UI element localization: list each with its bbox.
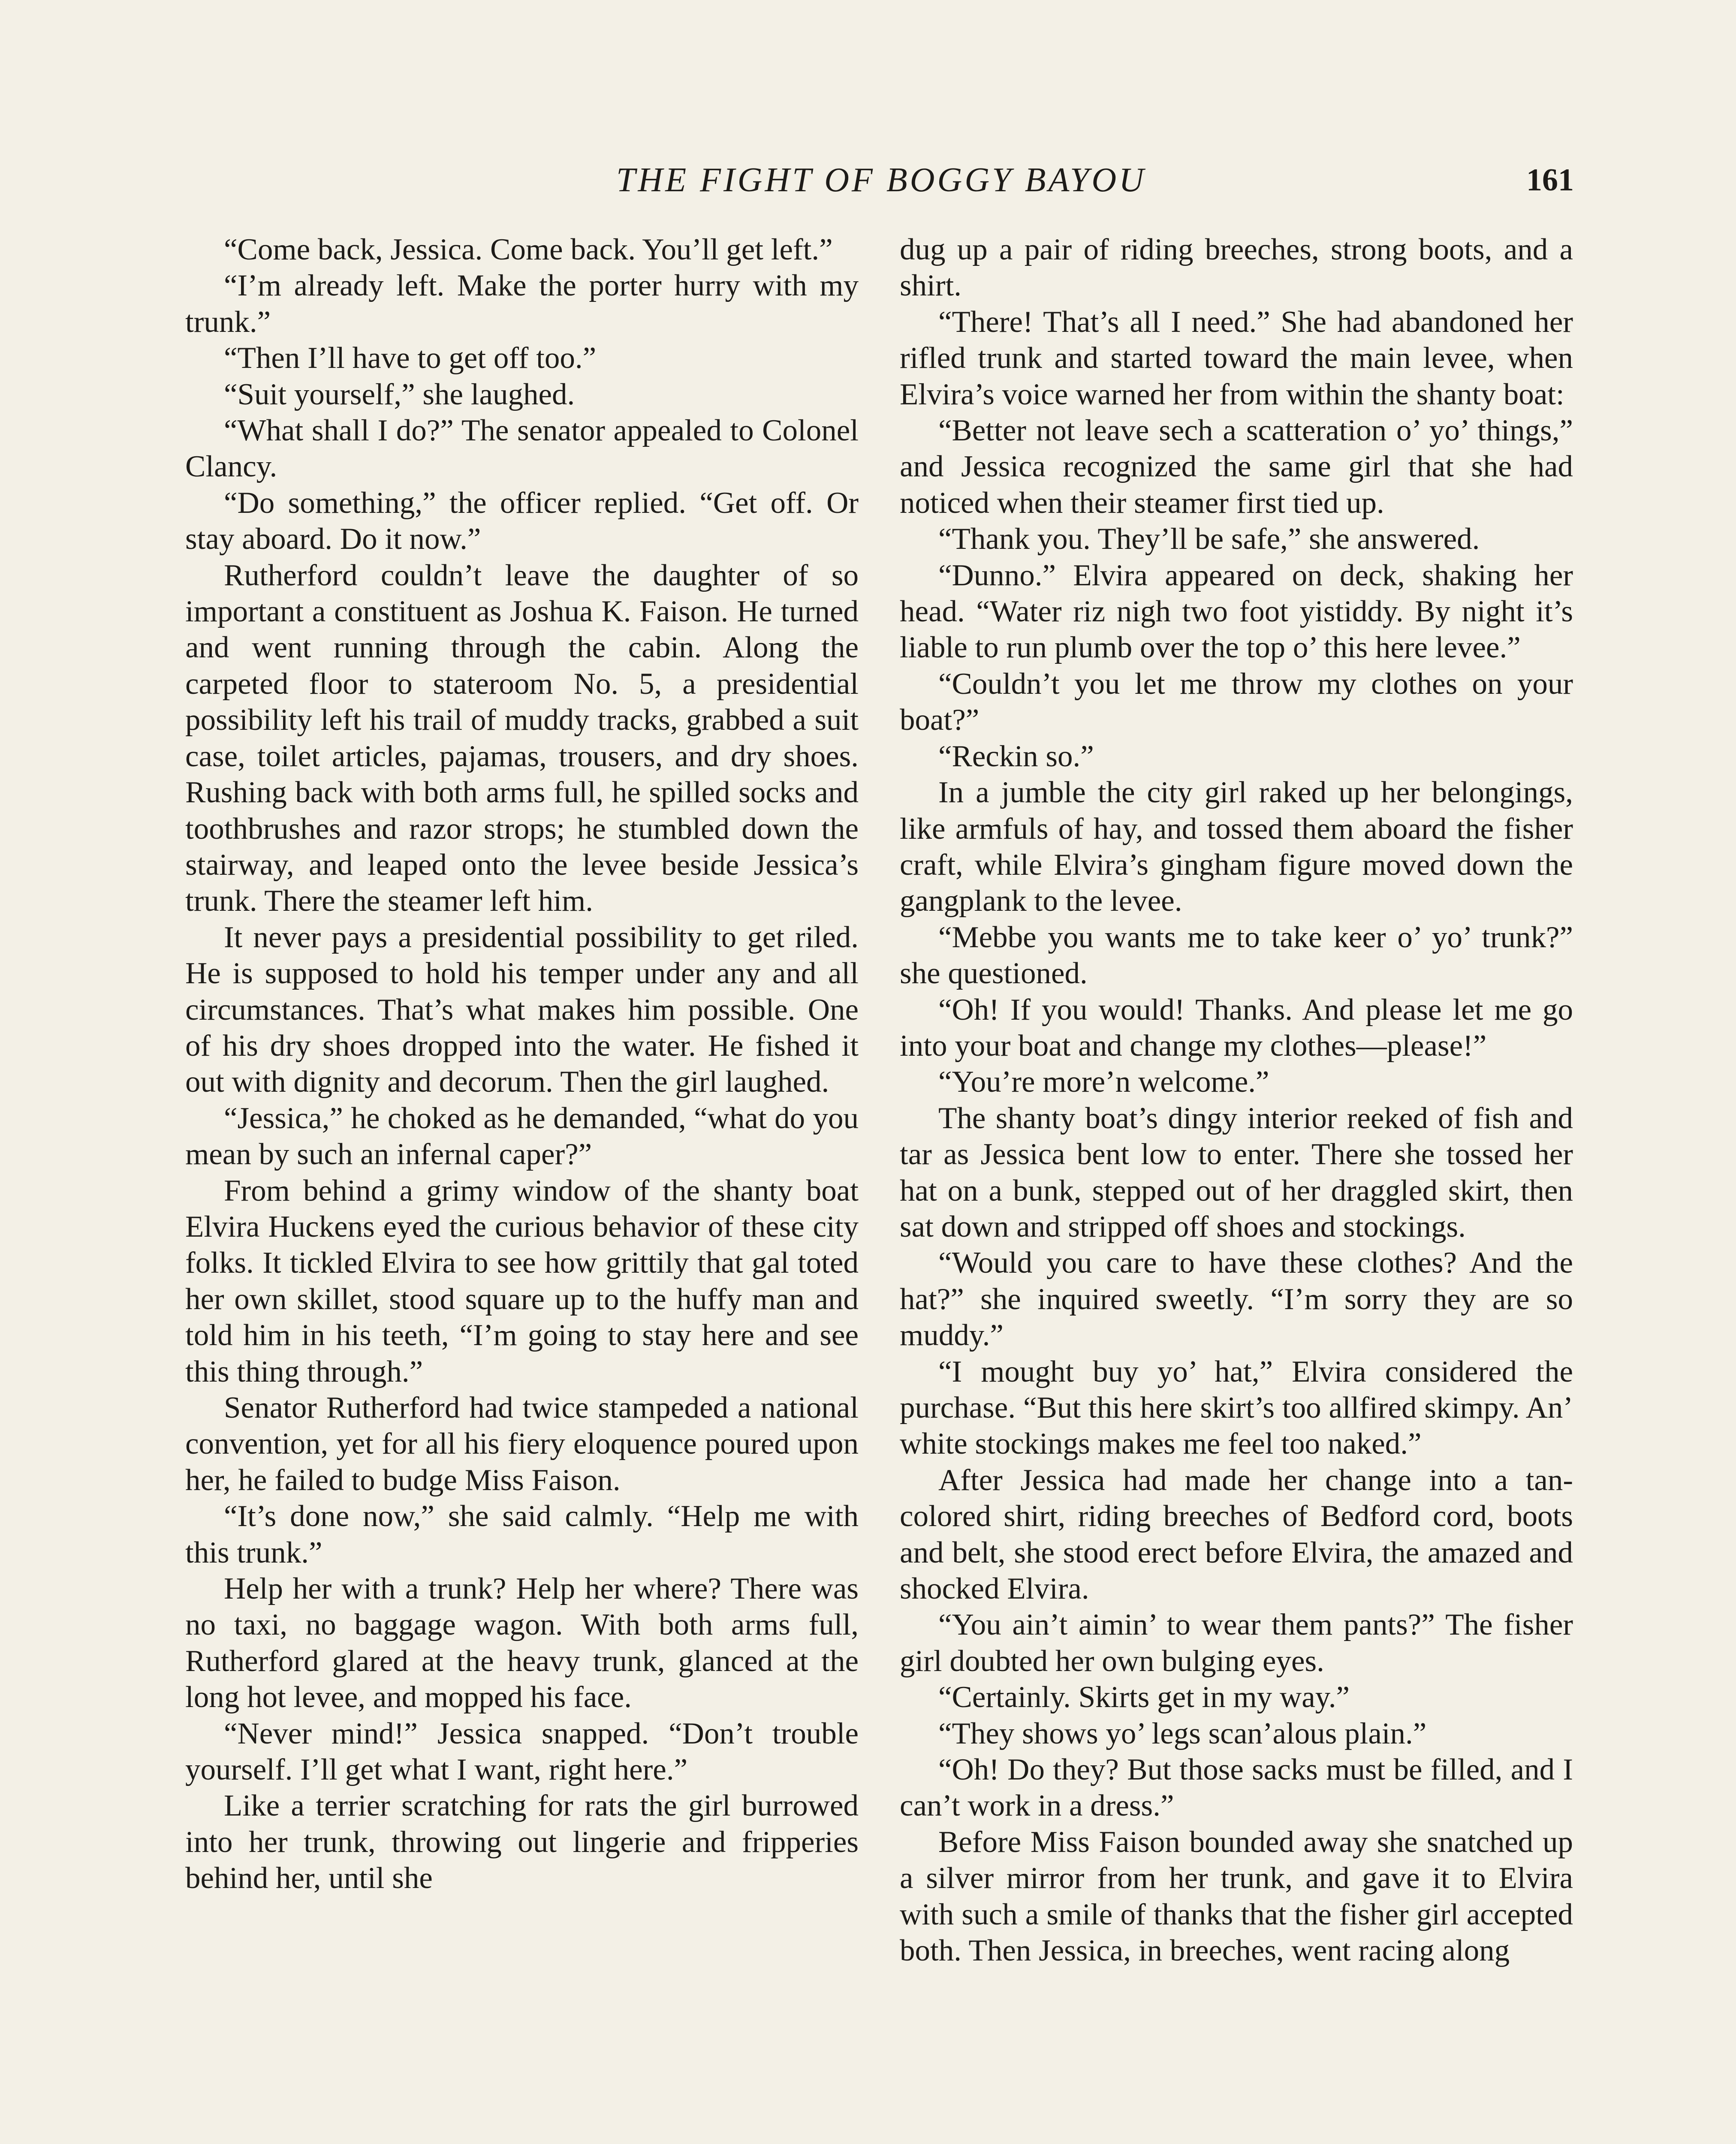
paragraph: “You’re more’n welcome.” (938, 1065, 1269, 1099)
paragraph: The shanty boat’s dingy interior reeked of fish and tar as Jessica bent low to enter. There she tossed her hat on a bunk, stepped out of her draggled skirt, then sat down and stripped off shoes and stockings. (900, 1101, 1573, 1244)
paragraph: After Jessica had made her change into a tan-colored shirt, riding breeches of Bedford cord, boots and belt, she stood erect before Elvira, the amazed and shocked Elvira. (900, 1463, 1573, 1606)
paragraph: “What shall I do?” The senator appealed to Colonel Clancy. (185, 414, 859, 484)
paragraph: “There! That’s all I need.” She had abandoned her rifled trunk and started toward the main levee, when Elvira’s voice warned her from within the shanty boat: (900, 305, 1573, 411)
paragraph: “Suit yourself,” she laughed. (224, 377, 575, 411)
paragraph: Before Miss Faison bounded away she snatched up a silver mirror from her trunk, and gave it to Elvira with such a smile of thanks that the fisher girl accepted both. Then Jessica, in breeches, went racing along (900, 1825, 1573, 1968)
paragraph: “Oh! Do they? But those sacks must be filled, and I can’t work in a dress.” (900, 1753, 1573, 1823)
paragraph: “Certainly. Skirts get in my way.” (938, 1680, 1350, 1714)
paragraph: “I’m already left. Make the porter hurry with my trunk.” (185, 269, 859, 339)
paragraph: “Come back, Jessica. Come back. You’ll get left.” (224, 233, 833, 266)
paragraph: Senator Rutherford had twice stampeded a national convention, yet for all his fiery eloquence poured upon her, he failed to budge Miss Faison. (185, 1391, 859, 1497)
paragraph: “I mought buy yo’ hat,” Elvira considered the purchase. “But this here skirt’s too allfired skimpy. An’ white stockings makes me feel too naked.” (900, 1355, 1573, 1461)
paragraph: “Reckin so.” (938, 739, 1094, 773)
paragraph: “Thank you. They’ll be safe,” she answered. (938, 522, 1480, 556)
paragraph: Help her with a trunk? Help her where? There was no taxi, no baggage wagon. With both arms full, Rutherford glared at the heavy trunk, glanced at the long hot levee, and mopped his face. (185, 1572, 859, 1714)
right-text-column (900, 232, 1573, 1969)
paragraph: “Do something,” the officer replied. “Get off. Or stay aboard. Do it now.” (185, 486, 859, 556)
paragraph: “Couldn’t you let me throw my clothes on your boat?” (900, 667, 1573, 737)
paragraph: “Dunno.” Elvira appeared on deck, shaking her head. “Water riz nigh two foot yistiddy. By night it’s liable to run plumb over the top o’ this here levee.” (900, 558, 1573, 665)
paragraph: “It’s done now,” she said calmly. “Help me with this trunk.” (185, 1500, 859, 1569)
paragraph: In a jumble the city girl raked up her belongings, like armfuls of hay, and tossed them aboard the fisher craft, while Elvira’s gingham figure moved down the gangplank to the levee. (900, 776, 1573, 918)
paragraph: It never pays a presidential possibility to get riled. He is supposed to hold his temper under any and all circumstances. That’s what makes him possible. One of his dry shoes dropped into the water. He fished it out with dignity and decorum. Then the girl laughed. (185, 920, 859, 1099)
page-header (189, 154, 1574, 206)
paragraph: “Never mind!” Jessica snapped. “Don’t trouble yourself. I’ll get what I want, right here.” (185, 1716, 859, 1787)
paragraph-continued: dug up a pair of riding breeches, strong boots, and a shirt. (900, 233, 1573, 303)
page-number: 161 (1526, 163, 1574, 198)
paragraph: Rutherford couldn’t leave the daughter of so important a constituent as Joshua K. Faison. He turned and went running through the cabin. Along the carpeted floor to stateroom No. 5, a presidential possibility left his trail of muddy tracks, grabbed a suit case, toilet articles, pajamas, trousers, and dry shoes. Rushing back with both arms full, he spilled socks and toothbrushes and razor strops; he stumbled down the stairway, and leaped onto the levee beside Jessica’s trunk. There the steamer left him. (185, 558, 859, 918)
paragraph: “You ain’t aimin’ to wear them pants?” The fisher girl doubted her own bulging eyes. (900, 1608, 1573, 1678)
running-title: THE FIGHT OF BOGGY BAYOU (616, 161, 1146, 199)
paragraph: Like a terrier scratching for rats the girl burrowed into her trunk, throwing out lingerie and fripperies behind her, until she (185, 1789, 859, 1895)
left-text-column (185, 232, 859, 1897)
paragraph: “Oh! If you would! Thanks. And please let me go into your boat and change my clothes—please!” (900, 993, 1573, 1063)
paragraph: “Mebbe you wants me to take keer o’ yo’ trunk?” she questioned. (900, 920, 1573, 991)
paragraph: “Better not leave sech a scatteration o’ yo’ things,” and Jessica recognized the same girl that she had noticed when their steamer first tied up. (900, 414, 1573, 520)
paragraph: “They shows yo’ legs scan’alous plain.” (938, 1716, 1427, 1750)
paragraph: From behind a grimy window of the shanty boat Elvira Huckens eyed the curious behavior of these city folks. It tickled Elvira to see how grittily that gal toted her own skillet, stood square up to the huffy man and told him in his teeth, “I’m going to stay here and see this thing through.” (185, 1174, 859, 1388)
paragraph: “Then I’ll have to get off too.” (224, 341, 597, 375)
paragraph: “Would you care to have these clothes? And the hat?” she inquired sweetly. “I’m sorry they are so muddy.” (900, 1246, 1573, 1352)
paragraph: “Jessica,” he choked as he demanded, “what do you mean by such an infernal caper?” (185, 1101, 859, 1171)
